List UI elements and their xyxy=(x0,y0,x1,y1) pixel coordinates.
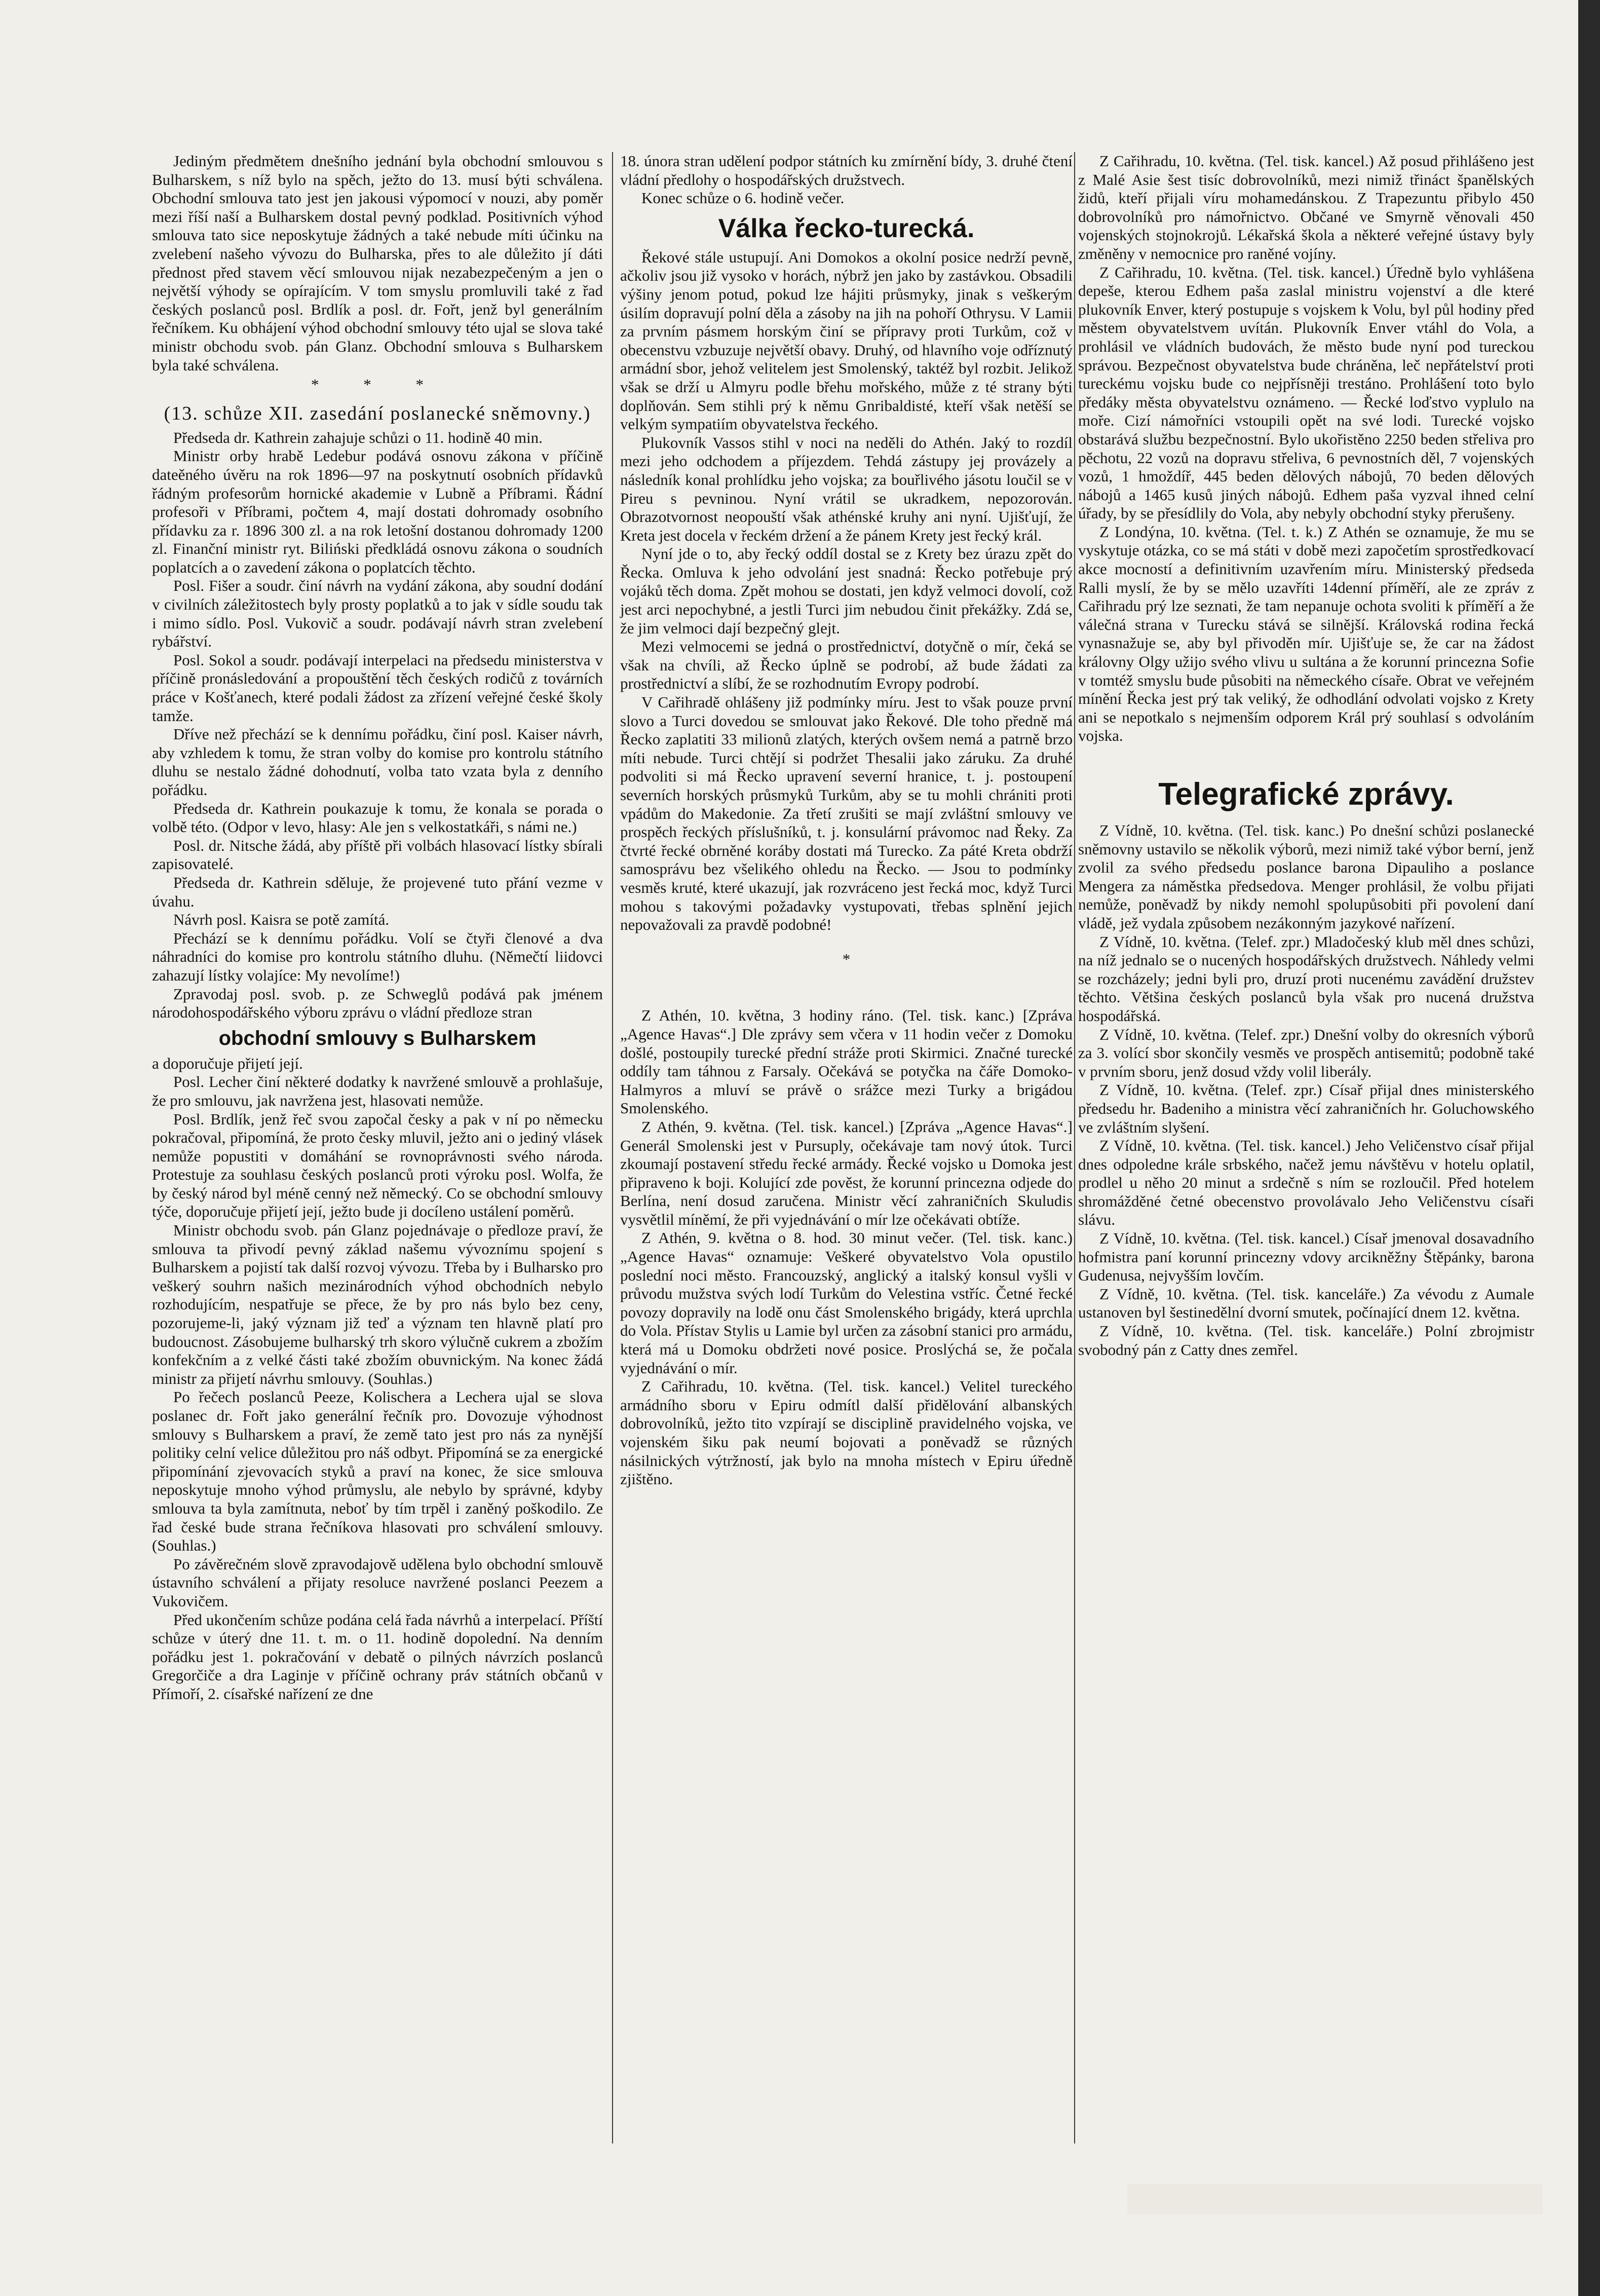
parliament-summary: Jediným předmětem dnešního jednání byla obchodní smlouvou s Bulharskem, s níž bylo na spěch, ježto do 13. musí býti schválena. Obchodní smlouva tato jest jen jakousi výpomocí v nouzi, aby poměr mezi říší naší a Bulharskem dostal pevný podklad. Positivních výhod smlouva tato sice neposkytuje žádných a také nebude míti účinku na zvelebení našeho vývozu do Bulharska, přes to ale důležito jí dáti přednost před stavem věcí smlouvou nijak nezabezpečeným a jen o největší výhody se opírajícím. V tom smyslu promluvili také z řad českých poslanců posl. Brdlík a posl. dr. Fořt, jenž byl generálním řečníkem. Ku obhájení výhod obchodní smlouvy této ujal se slova také ministr obchodu svob. pán Glanz. Obchodní smlouva s Bulharskem byla také schválena. xyxy=(152,152,603,374)
paragraph: 18. února stran udělení podpor státních ku zmírnění bídy, 3. druhé čtení vládní předlohy o hospodářských družstvech. xyxy=(620,152,1073,189)
section-mark: * xyxy=(842,950,851,968)
column-middle xyxy=(620,152,1073,1489)
paragraph: Ministr orby hrabě Ledebur podává osnovu zákona v příčině dateěného úvěru na rok 1896—97 na poskytnutí osobních přídavků řádným profesorům hornické akademie v Lubně a Příbrami. Řádní profesoři v Příbrami, počtem 4, mají dostati dohromady osobního přídavku za r. 1896 300 zl. a na rok letošní dostanou dohromady 1200 zl. Finanční ministr ryt. Biliński předkládá osnovu zákona o soudních poplatcích a o zavedení zákona o poplatcích těchto. xyxy=(152,447,603,576)
dispatch: Z Cařihradu, 10. května. (Tel. tisk. kancel.) Úředně bylo vyhlášena depeše, kterou Edhem paša zaslal ministru vojenství a dle které plukovník Enver, který postupuje s vojskem k Volu, byl půl hodiny před městem obyvatelstvem uvítán. Plukovník Enver vtáhl do Vola, a prohlásil ve vládních budovách, že město bude nyní pod tureckou správou. Bezpečnost obyvatelstva bude chráněna, leč nepřátelství proti tureckému vojsku bude co nejpřísněji trestáno. Prohlášení toto bylo předáky města obyvatelstvu oznámeno. — Řecké loďstvo vyplulo na moře. Cizí námořníci vstoupili opět na své lodi. Turecké vojsko obstarává službu bezpečnostní. Bylo ukořistěno 2250 beden střeliva pro pěchotu, 22 vozů na dopravu střeliva, 6 pevnostních děl, 7 vojenských vozů, 1 hmoždíř, 445 beden dělových nábojů, 70 beden dělových nábojů a 1465 kusů jiných nábojů. Edhem paša vyzval ihned celní úřady, by se přesídlily do Vola, aby nebyly obchodní styky přerušeny. xyxy=(1078,263,1534,522)
paragraph: Předseda dr. Kathrein poukazuje k tomu, že konala se porada o volbě této. (Odpor v levo, hlasy: Ale jen s velkostatkáři, s námi ne.) xyxy=(152,799,603,836)
paragraph: Plukovník Vassos stihl v noci na neděli do Athén. Jaký to rozdíl mezi jeho odchodem a příjezdem. Tehdá zástupy jej provázely a následník konal prohlídku jeho vojska; za bouřlivého jásotu loučil se v Pireu s pevninou. Nyní vrátil se ukradkem, nepozorován. Obrazotvornost neopouští však athénské kruhy ani nyní. Ujišťují, že Kreta jest docela v řeckém držení a že pánem Krety jest řecký král. xyxy=(620,433,1073,544)
telegraph-heading: Telegrafické zprávy. xyxy=(1158,777,1454,812)
telegram: Z Vídně, 10. května. (Tel. tisk. kanceláře.) Polní zbrojmistr svobodný pán z Catty dnes zemřel. xyxy=(1078,1322,1534,1359)
dispatch: Z Athén, 9. května o 8. hod. 30 minut večer. (Tel. tisk. kanc.) „Agence Havas“ oznamuje: Veškeré obyvatelstvo Vola opustilo poslední noci město. Francouzský, anglický a italský konsul vyšli v průvodu mužstva svých lodí Turkům do Velestina vstříc. Četné řecké povozy dopravily na lodě onu část Smolenského brigády, která uprchla do Vola. Přístav Stylis u Lamie byl určen za zásobní stanici pro armádu, která má u Domoku obdržeti nové posice. Proslýchá se, že počala vyjednávání o mír. xyxy=(620,1229,1073,1377)
paragraph: Návrh posl. Kaisra se potě zamítá. xyxy=(173,911,390,929)
paragraph: Řekové stále ustupují. Ani Domokos a okolní posice nedrží pevně, ačkoliv jsou již vysoko v horách, nýbrž jen jako by zastávkou. Obsadili výšiny jenom potud, pokud lze hájiti průsmyky, jinak s veškerým úsilím dopravují polní děla a zásoby na jih na pohoří Othrysu. V Lamii za prvním pásmem horským činí se přípravy proti Turkům, což v obecenstvu vzbuzuje největší obavy. Druhý, od hlavního voje odříznutý armádní sbor, jehož velitelem jest Smolenský, taktéž byl rozbit. Jelikož však se drží u Almyru podle břehu mořského, může z té strany býti doplňován. Sem stihli prý k němu Gnribaldisté, kteří však netěší se velkým sympatiím obyvatelstva řeckého. xyxy=(620,248,1073,433)
dispatch: Z Athén, 10. května, 3 hodiny ráno. (Tel. tisk. kanc.) [Zpráva „Agence Havas“.] Dle zprávy sem včera v 11 hodin večer z Domoku došlé, postoupily turecké přední stráže proti Skirmici. Značné turecké oddíly tam táhnou z Farsaly. Očekává se potyčka na čáře Domoko-Halmyros a mluví se právě o srážce mezi Turky a brigádou Smolenského. xyxy=(620,1006,1073,1117)
paragraph: Nyní jde o to, aby řecký oddíl dostal se z Krety bez úrazu zpět do Řecka. Omluva k jeho odvolání jest snadná: Řecko potřebuje prý vojáků těch doma. Zpět mohou se dostati, jen když velmoci dovolí, což jest arci nepochybné, a jestli Turci jim nebudou činit překážky. Zdá se, že jim velmoci dají bezpečný glejt. xyxy=(620,545,1073,637)
paragraph: Posl. Sokol a soudr. podávají interpelaci na předsedu ministerstva v příčině pronásledování a propouštění těch českých rodičů z továrních práce v Košťanech, které podali žádost za zřízení veřejné české školy tamže. xyxy=(152,651,603,725)
column-divider xyxy=(1074,152,1075,2143)
telegram: Z Vídně, 10. května. (Telef. zpr.) Dnešní volby do okresních výborů za 3. volící sbor skončily vesměs ve prospěch antisemitů; podobně také v prvním sboru, jenž dosud vždy volil liberály. xyxy=(1078,1025,1534,1080)
dispatch: Z Cařihradu, 10. května. (Tel. tisk. kancel.) Až posud přihlášeno jest z Malé Asie šest tisíc dobrovolníků, mezi nimiž třináct španělských židů, kteří přijali víru mohamedánskou. Z Trapezuntu přibylo 450 dobrovolníků pro námořnictvo. Občané ve Smyrně věnovali 450 vojenských stojnokrojů. Lékařská škola a některé veřejné ústavy byly změněny v nemocnice pro raněné vojíny. xyxy=(1078,152,1534,262)
paragraph: Předseda dr. Kathrein sděluje, že projevené tuto přání vezme v úvahu. xyxy=(152,873,603,910)
telegram: Z Vídně, 10. května. (Tel. tisk. kancel.) Císař jmenoval dosavadního hofmistra paní korunní princezny vdovy arcikněžny Štěpánky, barona Gudenusa, nejvyšším lovčím. xyxy=(1078,1229,1534,1285)
paragraph: Přechází se k dennímu pořádku. Volí se čtyři členové a dva náhradníci do komise pro kontrolu státního dluhu. (Němečtí liidovci zahazují lístky volajíce: My nevolíme!) xyxy=(152,929,603,984)
column-divider xyxy=(612,152,613,2143)
telegram: Z Vídně, 10. května. (Tel. tisk. kanceláře.) Za vévodu z Aumale ustanoven byl šestinedělní dvorní smutek, počínající dnem 12. května. xyxy=(1078,1285,1534,1322)
paragraph: Po řečech poslanců Peeze, Kolischera a Lechera ujal se slova poslanec dr. Fořt jako generální řečník pro. Dovozuje výhodnost smlouvy s Bulharskem a praví, že země tato jest pro nás za nynější politiky celní velice důležitou pro náš odbyt. Připomíná se za energické připomínání zjevovacích styků a praví na konec, že sice smlouva neposkytuje mnoho výhod průmyslu, ale nebylo by správné, kdyby smlouva ta byla zamítnuta, neboť by tím trpěl i zaněný poškodilo. Ze řad české bude strana řečníkova hlasovati pro schválení smlouvy. (Souhlas.) xyxy=(152,1388,603,1555)
paragraph: Dříve než přechází se k dennímu pořádku, činí posl. Kaiser návrh, aby vzhledem k tomu, že stran volby do komise pro kontrolu státního dluhu se nestalo žádné dohodnutí, volba tato vzata byla z denního pořádku. xyxy=(152,725,603,799)
spacer xyxy=(620,984,1073,1006)
paragraph: Před ukončením schůze podána celá řada návrhů a interpelací. Příští schůze v úterý dne 11. t. m. o 11. hodině dopolední. Na denním pořádku jest 1. pokračování v debatě o pilných návrzích poslanců Gregorčiče a dra Laginje v příčině ochrany práv státních občanů v Přímoří, 2. císařské nařízení ze dne xyxy=(152,1610,603,1703)
column-right xyxy=(1078,152,1534,1359)
paragraph: V Cařihradě ohlášeny již podmínky míru. Jest to však pouze první slovo a Turci dovedou se smlouvat jako Řekové. Dle toho předně má Řecko zaplatiti 33 milionů zlatých, kterých ovšem nemá a patrně brzo míti nebude. Turci chtějí si podržet Thesalii jako záruku. Za druhé podvoliti si má Řecko upravení severní hranice, t. j. postoupení severních horských průsmyků Turkům, aby se tu mohli chrániti proti vpádům do Makedonie. Za třetí zrušiti se mají zvláštní smlouvy ve prospěch řeckých příslušníků, t. j. konsulární právomoc nad Řeky. Za čtvrté řecké obrněné koráby dostati má Turecko. Za páté Kreta obdrží samosprávu bez všelikého ohledu na Řecko. — Jsou to podmínky vesměs kruté, které ukazují, jak rozvráceno jest řecká moc, když Turci mohou s takovými požadavky vystupovati, třebas splnění jejich nepovažovali za pravdě podobné! xyxy=(620,693,1073,934)
telegram: Z Vídně, 10. května. (Tel. tisk. kanc.) Po dnešní schůzi poslanecké sněmovny ustavilo se několik výborů, mezi nimiž také výbor berní, jenž zvolil za svého předsedu poslance barona Dipauliho a poslance Mengera za náměstka předsedova. Menger prohlásil, že volbu přijati nemůže, poněvadž by nikdy nemohl spolupůsobiti při povolení daní vládě, jež vydala způsobem nezákonným jazykové nařízení. xyxy=(1078,821,1534,932)
paragraph: Zpravodaj posl. svob. p. ze Schweglů podává pak jménem národohospodářského výboru zprávu o vládní předloze stran xyxy=(152,985,603,1022)
paragraph: Posl. dr. Nitsche žádá, aby příště při volbách hlasovací lístky sbírali zapisovatelé. xyxy=(152,836,603,873)
paragraph: Posl. Brdlík, jenž řeč svou započal česky a pak v ní po německu pokračoval, připomíná, že proto česky mluvil, ježto ani o jediný vlásek nemůže popustiti v domáhání se rovnoprávnosti svého národa. Protestuje za souhlasu českých poslanců proti výroku posl. Wolfa, že by český národ byl méně cenný než německý. Co se obchodní smlouvy týče, doporučuje přijetí její, ježto bude ji docíleno ustálení poměrů. xyxy=(152,1110,603,1221)
column-left xyxy=(152,152,603,1704)
war-heading: Válka řecko-turecká. xyxy=(718,213,975,243)
treaty-heading: obchodní smlouvy s Bulharskem xyxy=(218,1027,537,1049)
paragraph: Posl. Lecher činí některé dodatky k navržené smlouvě a prohlašuje, že pro smlouvu, jak navržena jest, hlasovati nemůže. xyxy=(152,1073,603,1109)
paragraph: Posl. Fišer a soudr. činí návrh na vydání zákona, aby soudní dodání v civilních záležitostech byly prosty poplatků a to jak v sídle soudu tak i mimo sídlo. Posl. Vukovič a soudr. podávají návrh stran zvelebení rybářství. xyxy=(152,577,603,651)
dispatch: Z Athén, 9. května. (Tel. tisk. kancel.) [Zpráva „Agence Havas“.] Generál Smolenski jest v Pursuply, očekávaje tam nový útok. Turci zkoumají postavení středu řecké armády. Řecké vojsko u Domoka jest připraveno k boji. Kolující zde pověst, že korunní princezna odjede do Berlína, není dosud zaručena. Ministr věcí zahraničních Skuludis vysvětlil míněmí, že při vyjednávání o mír lze očekávati obtíže. xyxy=(620,1117,1073,1228)
scan-edge xyxy=(1578,0,1600,2296)
dispatch: Z Londýna, 10. května. (Tel. t. k.) Z Athén se oznamuje, že mu se vyskytuje otázka, co se má státi v době mezi započetím sprostředkovací akce mocností a definitivním uzavřením míru. Ministerský předseda Ralli myslí, že by se mělo uzavříti 14denní příměří, ale ze zpráv z Cařihradu prý lze seznati, že tam nepanuje ochota svoliti k příměří a že válečná strana v Turecku stává se silnější. Královská rodina řecká vynasnažuje se, aby byl přivoděn mír. Ujišťuje se, že car na žádost královny Olgy užijo svého vlivu u sultána a že korunní princezna Sofie v tomtéž smyslu bude působiti na německého císaře. Obrat ve veřejném mínění Řecka jest prý tak veliký, že odhodlání odvolati vojsko z Krety ani se nepotkalo s nejmenším odporem Král prý souhlasí s odvoláním vojska. xyxy=(1078,522,1534,745)
paragraph: Po závěrečném slově zpravodajově udělena bylo obchodní smlouvě ústavního schválení a přijaty resoluce navržené poslanci Peezem a Vukovičem. xyxy=(152,1555,603,1610)
paper-stain xyxy=(1127,2184,1543,2214)
paragraph: Předseda dr. Kathrein zahajuje schůzi o 11. hodině 40 min. xyxy=(173,428,543,446)
telegram: Z Vídně, 10. května. (Tel. tisk. kancel.) Jeho Veličenstvo císař přijal dnes odpoledne krále srbského, načež jemu návštěvu v hotelu oplatil, prodlel u něho 20 minut a srdečně s ním se rozloučil. Před hotelem shromážděné četné obecenstvo provolávalo Jeho Veličenstvu císaři slávu. xyxy=(1078,1137,1534,1229)
session-heading: (13. schůze XII. zasedání poslanecké sněmovny.) xyxy=(164,402,591,424)
telegram: Z Vídně, 10. května. (Telef. zpr.) Císař přijal dnes ministerského předsedu hr. Badeniho a ministra věcí zahraničních hr. Goluchowského ve zvláštním slyšení. xyxy=(1078,1081,1534,1136)
telegram: Z Vídně, 10. května. (Telef. zpr.) Mladočeský klub měl dnes schůzi, na níž jednalo se o nucených hospodářských družstvech. Náhledy velmi se rozcházely; jedni byli pro, druzí proti nucenému zavádění družstev těchto. Většina českých poslanců byla však pro nucená družstva hospodářská. xyxy=(1078,932,1534,1025)
paragraph: a doporučuje přijetí její. xyxy=(152,1054,303,1072)
paragraph: Ministr obchodu svob. pán Glanz pojednávaje o předloze praví, že smlouva ta přivodí pevný základ našemu vývoznímu spojení s Bulharskem a pojistí tak další rozvoj vývozu. Třeba by i Bulharsko pro veškerý souhrn našich mezinárodních výhod obchodních nebylo rozhodujícím, nespatřuje se přece, že by pro nás bylo bez ceny, pozorujeme-li, jaký význam již teď a význam ten hlavně platí pro budoucnost. Zásobujeme bulharský trh skoro výlučně cukrem a zbožím konfekčním a z velké části také zbožím obuvnickým. Na konec žádá ministr za přijetí návrhu smlouvy. (Souhlas.) xyxy=(152,1221,603,1387)
dispatch: Z Cařihradu, 10. května. (Tel. tisk. kancel.) Velitel tureckého armádního sboru v Epiru odmítl další přidělování albanských dobrovolníků, ježto tito vzpírají se disciplině pravidelného vojska, ve vojenském šiku pak neumí bojovati a poněvadž se různých násilnických výtržností, jak bylo na mnoha místech v Epiru úředně zjištěno. xyxy=(620,1377,1073,1488)
session-end: Konec schůze o 6. hodině večer. xyxy=(641,189,845,207)
paragraph: Mezi velmocemi se jedná o prostřednictví, dotyčně o mír, čeká se však na chvíli, až Řecko úplně se podrobí, až bude žádati za prostřednictví a slíbí, že se rozhodnutím Evropy podrobí. xyxy=(620,637,1073,693)
section-separator: * * * xyxy=(311,375,444,394)
